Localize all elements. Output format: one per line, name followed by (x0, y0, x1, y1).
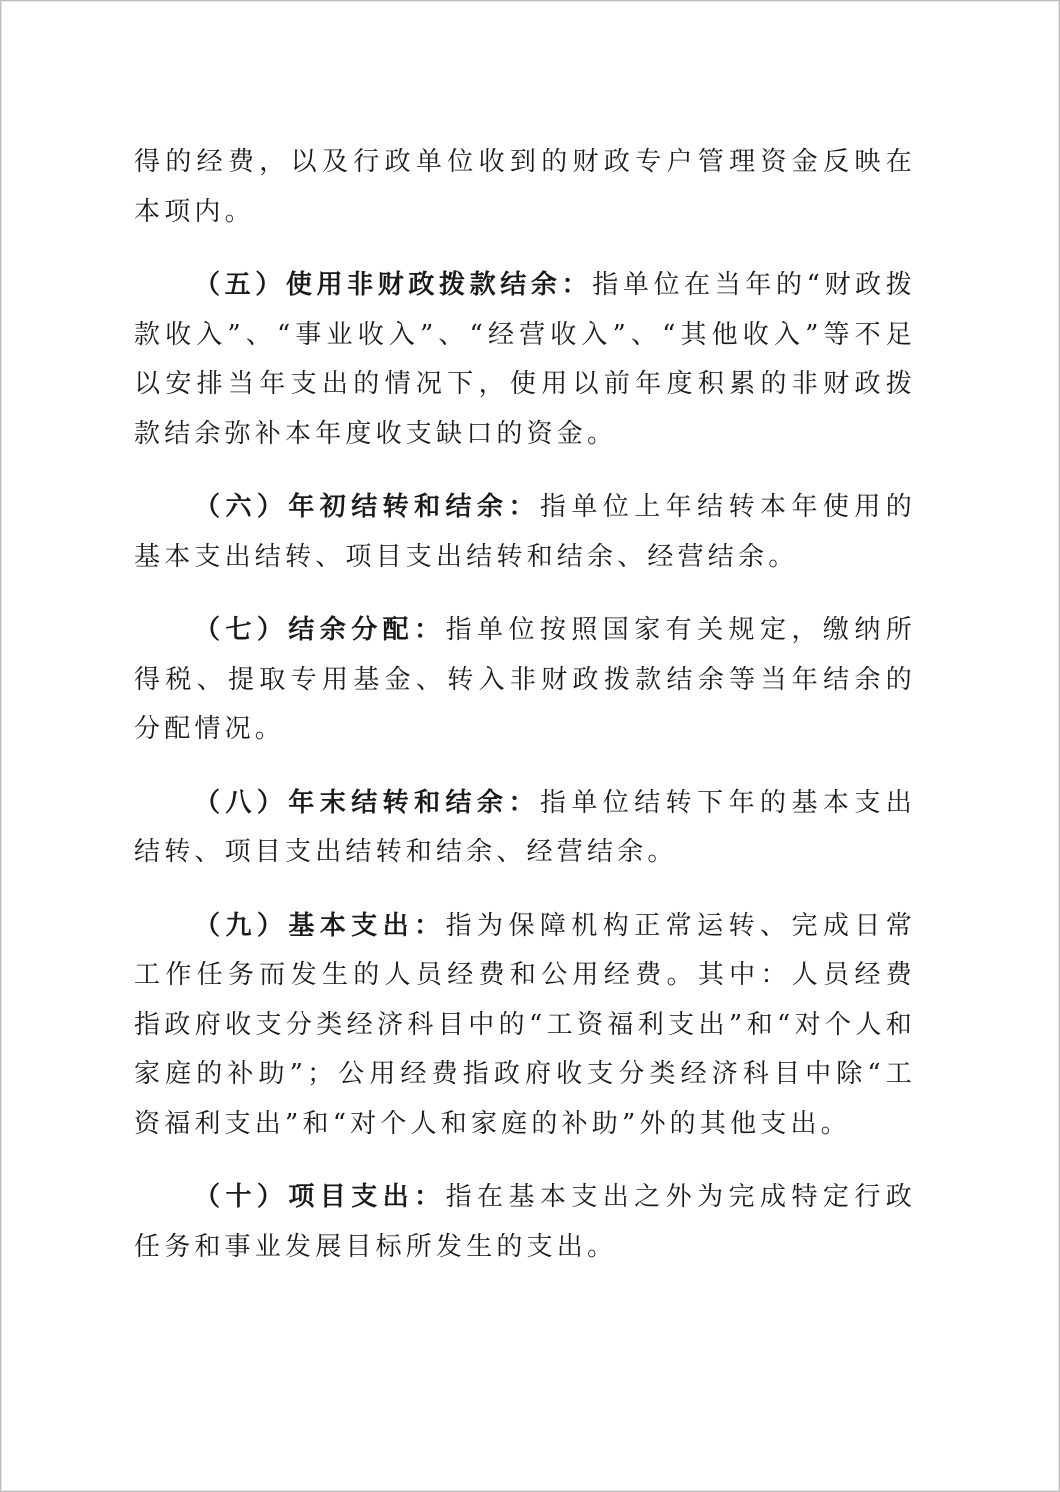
term-heading: （五）使用非财政拨款结余： (194, 270, 593, 300)
paragraph-unused-nonfiscal-surplus (134, 261, 916, 459)
term-heading: （九）基本支出： (194, 910, 446, 941)
document-body (134, 138, 916, 1272)
paragraph-text: 指单位上年结转本年使用的基本支出结转、项目支出结转和结余、经营结余。 (134, 492, 917, 572)
paragraph-continuation (134, 138, 916, 237)
term-heading: （七）结余分配： (194, 615, 446, 645)
paragraph-text: 得的经费，以及行政单位收到的财政专户管理资金反映在本项内。 (134, 147, 916, 227)
paragraph-project-expenditure (134, 1173, 916, 1272)
paragraph-text: 指单位结转下年的基本支出结转、项目支出结转和结余、经营结余。 (134, 787, 917, 867)
paragraph-basic-expenditure (134, 902, 916, 1150)
term-heading: （八）年末结转和结余： (194, 787, 540, 818)
paragraph-closing-carryover (134, 779, 916, 878)
paragraph-opening-carryover (134, 483, 916, 582)
paragraph-surplus-distribution (134, 606, 916, 755)
term-heading: （六）年初结转和结余： (194, 492, 540, 522)
paragraph-text: 指在基本支出之外为完成特定行政任务和事业发展目标所发生的支出。 (134, 1182, 916, 1262)
paragraph-text: 指单位按照国家有关规定，缴纳所得税、提取专用基金、转入非财政拨款结余等当年结余的分配情况。 (134, 615, 916, 744)
paragraph-text: 指单位在当年的“财政拨款收入”、“事业收入”、“经营收入”、“其他收入”等不足以安排当年支出的情况下，使用以前年度积累的非财政拨款结余弥补本年度收支缺口的资金。 (134, 270, 916, 449)
paragraph-text: 指为保障机构正常运转、完成日常工作任务而发生的人员经费和公用经费。其中：人员经费指政府收支分类经济科目中的“工资福利支出”和“对个人和家庭的补助”；公用经费指政府收支分类经济科目中除“工资福利支出”和“对个人和家庭的补助”外的其他支出。 (134, 910, 916, 1139)
term-heading: （十）项目支出： (194, 1182, 446, 1212)
